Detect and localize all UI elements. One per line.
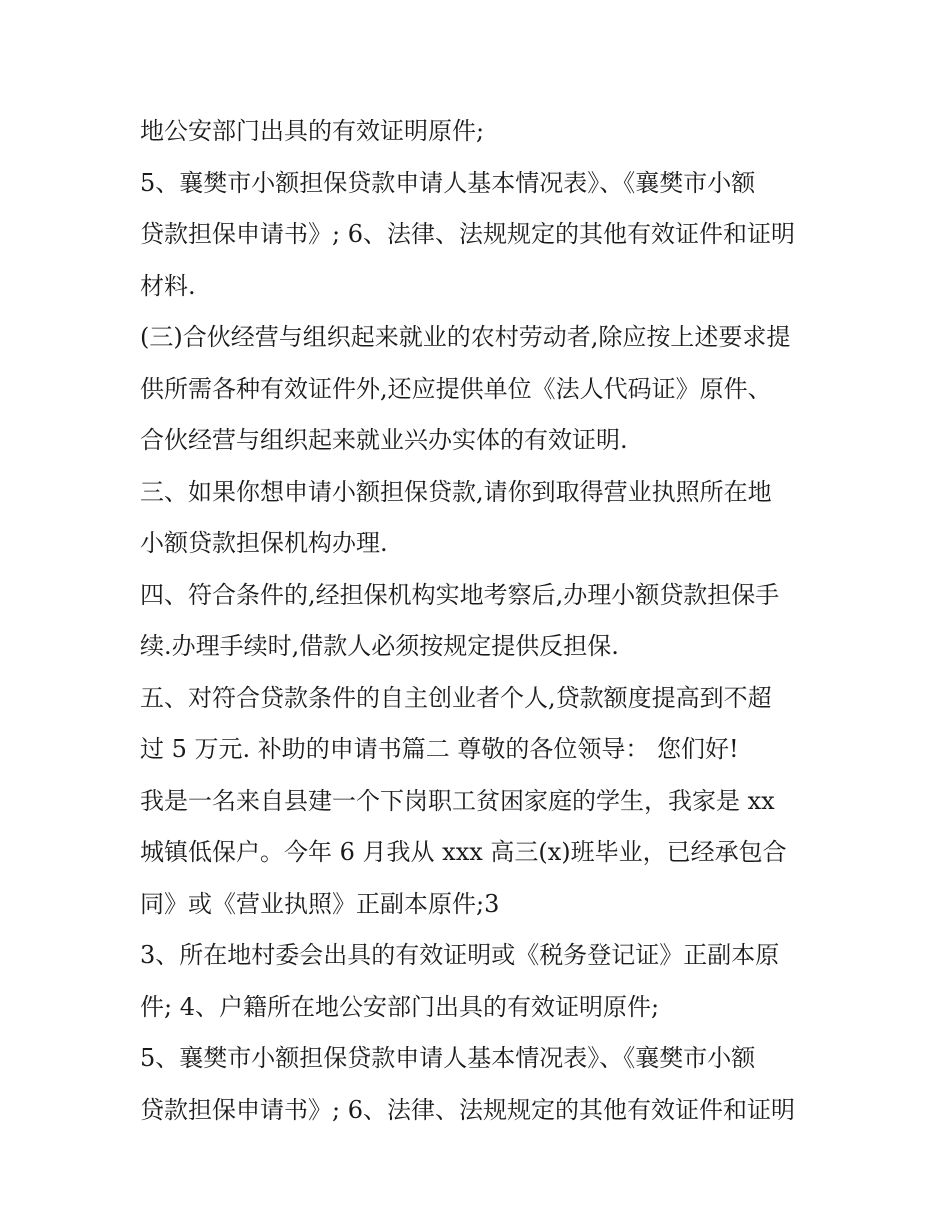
text-line: 件; 4、户籍所在地公安部门出具的有效证明原件; xyxy=(140,992,660,1021)
text-line: 合伙经营与组织起来就业兴办实体的有效证明. xyxy=(140,426,628,454)
text-line: 五、对符合贷款条件的自主创业者个人,贷款额度提高到不超 xyxy=(140,683,772,712)
text-line: 续.办理手续时,借款人必须按规定提供反担保. xyxy=(140,632,619,660)
text-line: 贷款担保申请书》; 6、法律、法规规定的其他有效证件和证明 xyxy=(140,220,795,248)
text-line: 地公安部门出具的有效证明原件; xyxy=(140,117,485,145)
document-body xyxy=(140,106,830,1136)
text-line: 5、襄樊市小额担保贷款申请人基本情况表》、《襄樊市小额 xyxy=(140,168,756,197)
text-line: 同》或《营业执照》正副本原件;3 xyxy=(140,889,500,918)
text-line: 贷款担保申请书》; 6、法律、法规规定的其他有效证件和证明 xyxy=(140,1095,795,1124)
text-line: 城镇低保户。今年 6 月我从 xxx 高三(x)班毕业，已经承包合 xyxy=(140,838,787,866)
text-line: 过 5 万元. 补助的申请书篇二 尊敬的各位领导： 您们好! xyxy=(140,735,739,763)
text-line: 供所需各种有效证件外,还应提供单位《法人代码证》原件、 xyxy=(140,374,772,403)
text-line: 四、符合条件的,经担保机构实地考察后,办理小额贷款担保手 xyxy=(140,580,780,609)
text-line: 3、所在地村委会出具的有效证明或《税务登记证》正副本原 xyxy=(140,941,780,969)
text-line: (三)合伙经营与组织起来就业的农村劳动者,除应按上述要求提 xyxy=(140,323,791,351)
text-line: 我是一名来自县建一个下岗职工贫困家庭的学生，我家是 xx xyxy=(140,786,775,815)
text-line: 材料. xyxy=(140,271,196,300)
text-line: 三、如果你想申请小额担保贷款,请你到取得营业执照所在地 xyxy=(140,477,772,506)
text-line: 小额贷款担保机构办理. xyxy=(140,529,388,557)
text-line: 5、襄樊市小额担保贷款申请人基本情况表》、《襄樊市小额 xyxy=(140,1044,756,1072)
